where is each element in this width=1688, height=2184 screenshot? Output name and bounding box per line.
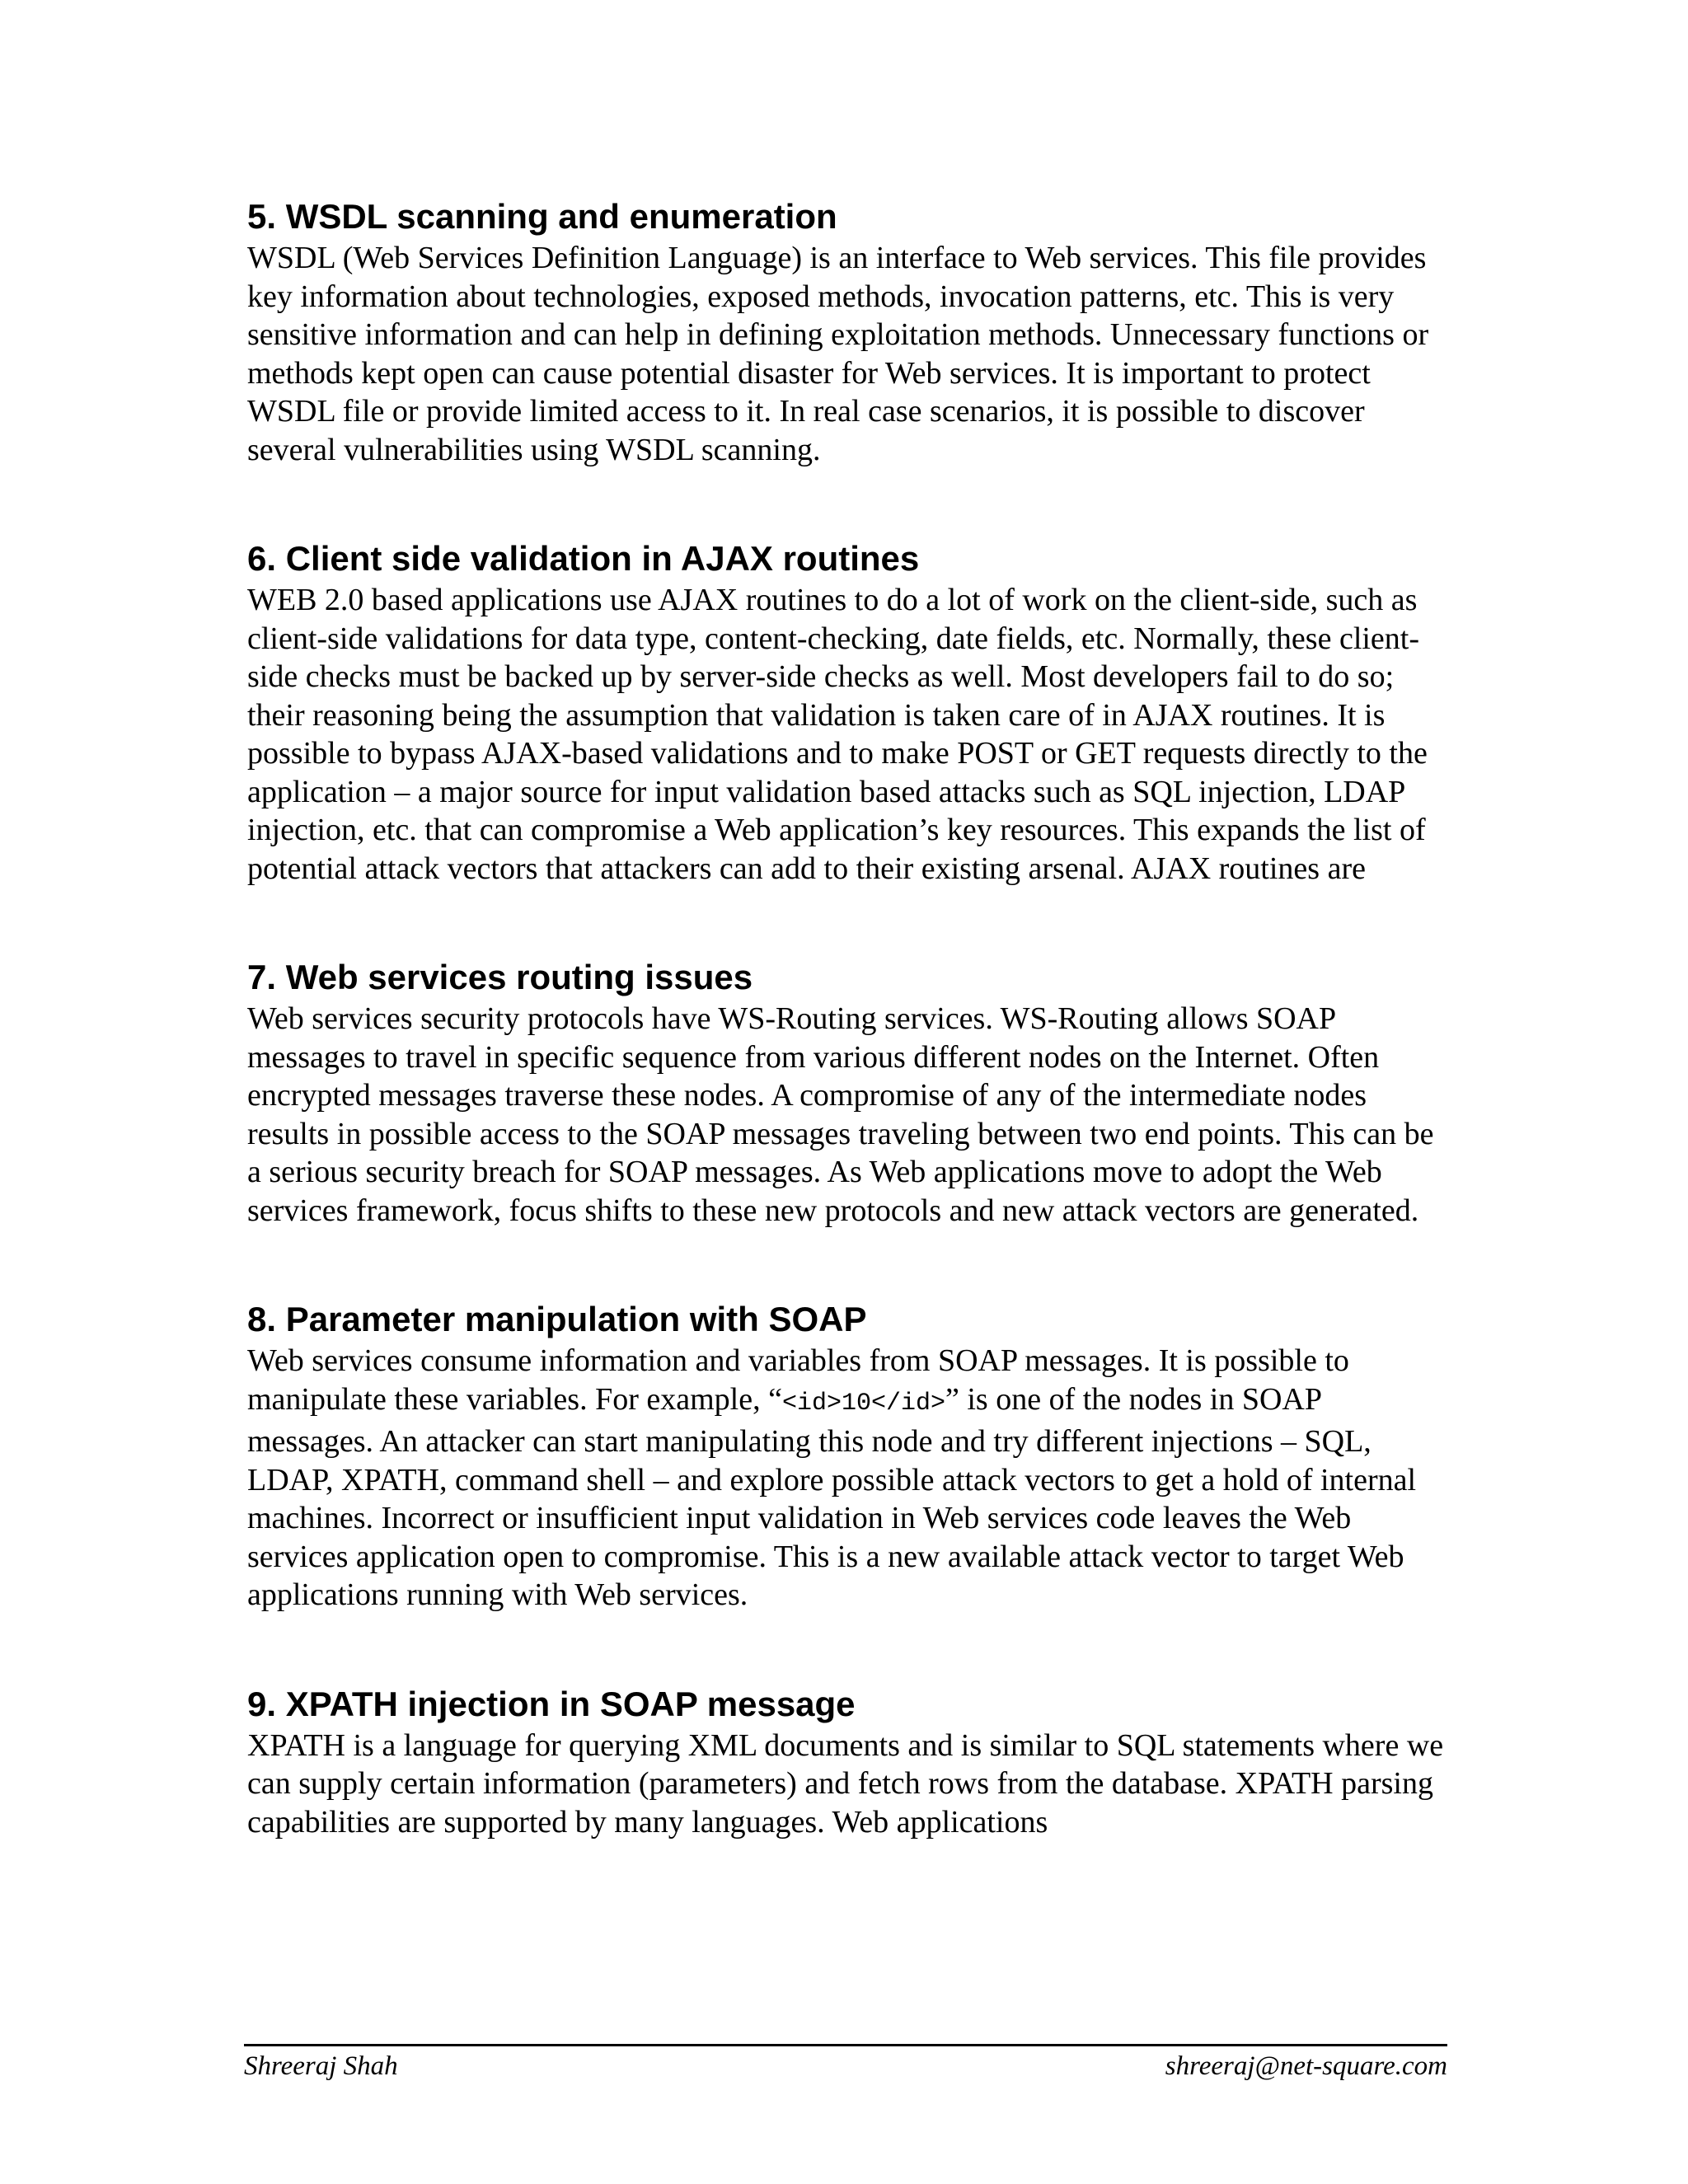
section-body: XPATH is a language for querying XML documents and is similar to SQL statements where we can supply certain information (parameters) and fetch rows from the database. XPATH parsing capabilities are supported by many languages. Web applications [247, 1727, 1444, 1840]
section-heading: 8. Parameter manipulation with SOAP [247, 1300, 867, 1338]
section-heading: 7. Web services routing issues [247, 958, 753, 996]
document-page [247, 194, 1451, 1841]
section-heading: 9. XPATH injection in SOAP message [247, 1684, 856, 1723]
code-snippet: <id>10</id> [781, 1389, 945, 1418]
section-body-post: ” is one of the nodes in SOAP messages. An attacker can start manipulating this node and try different injections – SQL, LDAP, XPATH, command shell – and explore possible attack vectors to get a hold of internal machines. Incorrect or insufficient input validation in Web services code leaves the Web services application open to compromise. This is a new available attack vector to target Web applications running with Web services. [247, 1381, 1417, 1612]
section-body: Web services security protocols have WS-Routing services. WS-Routing allows SOAP messages to travel in specific sequence from various different nodes on the Internet. Often encrypted messages traverse these nodes. A compromise of any of the intermediate nodes results in possible access to the SOAP messages traveling between two end points. This can be a serious security breach for SOAP messages. As Web applications move to adopt the Web services framework, focus shifts to these new protocols and new attack vectors are generated. [247, 1001, 1434, 1228]
section-wsdl-scanning [247, 194, 1451, 469]
section-heading: 5. WSDL scanning and enumeration [247, 197, 837, 236]
footer-author: Shreeraj Shah [244, 2051, 398, 2081]
section-body [247, 1342, 1451, 1615]
section-xpath-injection [247, 1682, 1451, 1842]
section-ajax-validation [247, 537, 1451, 888]
section-body: WEB 2.0 based applications use AJAX routines to do a lot of work on the client-side, such as client-side validations for data type, content-checking, date fields, etc. Normally, these client-side checks must be backed up by server-side checks as well. Most developers fail to do so; their reasoning being the assumption that validation is taken care of in AJAX routines. It is possible to bypass AJAX-based validations and to make POST or GET requests directly to the application – a major source for input validation based attacks such as SQL injection, LDAP injection, etc. that can compromise a Web application’s key resources. This expands the list of potential attack vectors that attackers can add to their existing arsenal. AJAX routines are [247, 583, 1428, 886]
section-soap-parameter [247, 1297, 1451, 1615]
page-footer [244, 2044, 1447, 2083]
section-routing-issues [247, 955, 1451, 1230]
footer-email: shreeraj@net-square.com [1165, 2051, 1447, 2081]
section-heading: 6. Client side validation in AJAX routines [247, 539, 920, 578]
section-body-pre: Web services consume information and variables from SOAP messages. It is possible to manipulate these variables. For example, “ [247, 1343, 1349, 1417]
section-body: WSDL (Web Services Definition Language) is an interface to Web services. This file provides key information about technologies, exposed methods, invocation patterns, etc. This is very sensitive information and can help in defining exploitation methods. Unnecessary functions or methods kept open can cause potential disaster for Web services. It is important to protect WSDL file or provide limited access to it. In real case scenarios, it is possible to discover several vulnerabilities using WSDL scanning. [247, 241, 1429, 467]
